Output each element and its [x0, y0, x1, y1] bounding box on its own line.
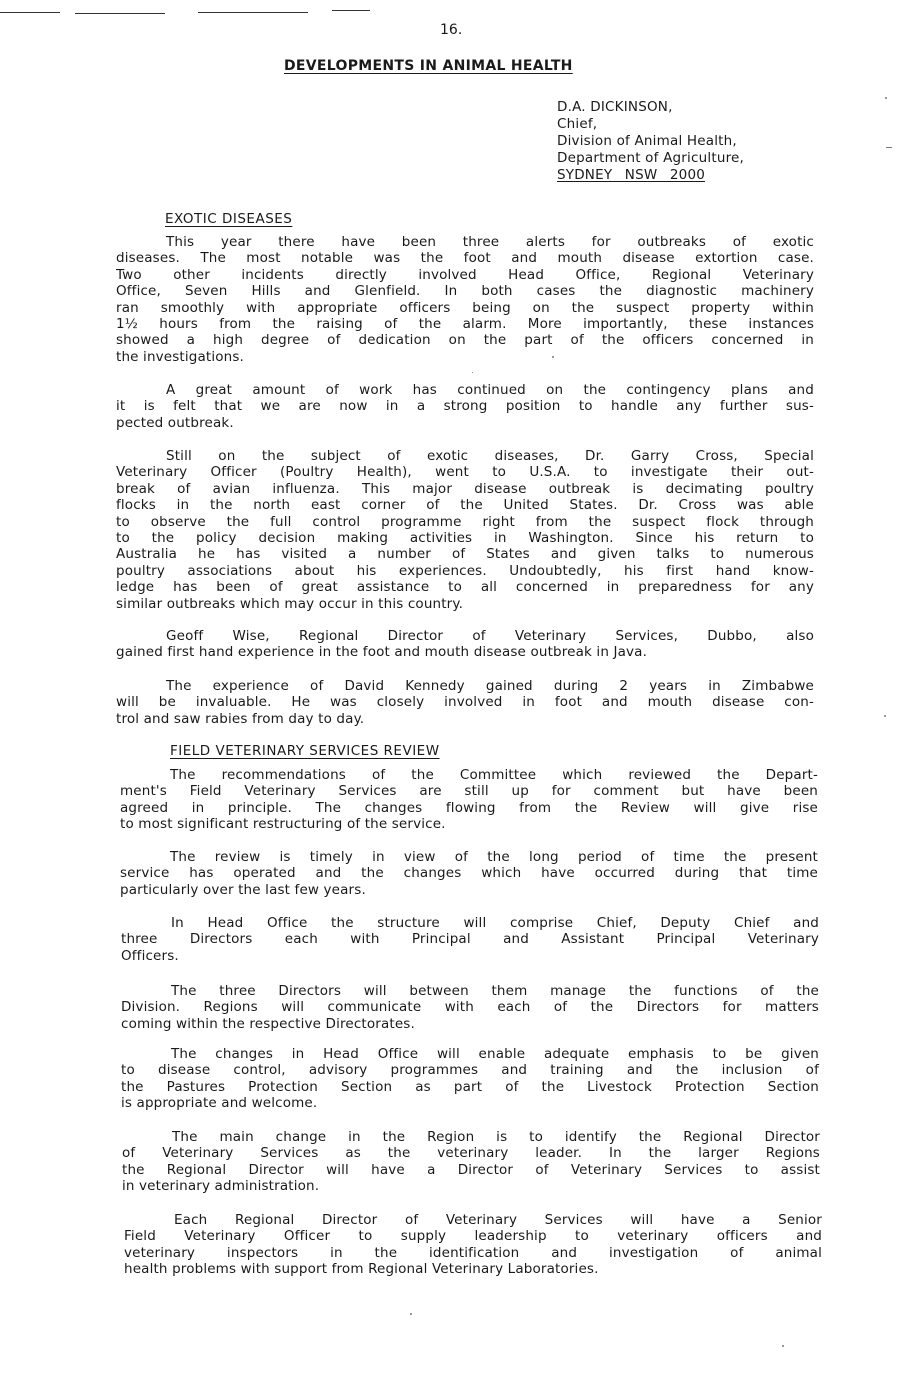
- paragraph-line: the Pastures Protection Section as part of the Livestock Protection Section: [121, 1078, 819, 1095]
- scan-speck: [886, 147, 892, 148]
- paragraph-line: 1½ hours from the raising of the alarm. More importantly, these instances: [116, 316, 814, 333]
- scan-speck: [552, 356, 554, 358]
- paragraph-line: In Head Office the structure will comprise Chief, Deputy Chief and: [171, 915, 819, 931]
- page-title: DEVELOPMENTS IN ANIMAL HEALTH: [284, 58, 573, 74]
- paragraph-line: service has operated and the changes which have occurred during that time: [120, 865, 818, 882]
- paragraph-line: particularly over the last few years.: [120, 881, 366, 898]
- paragraph: [116, 382, 814, 431]
- paragraph: [116, 234, 814, 365]
- paragraph-line: Geoff Wise, Regional Director of Veterinary Services, Dubbo, also: [166, 628, 814, 644]
- paragraph: [124, 1212, 822, 1278]
- paragraph-line: The changes in Head Office will enable adequate emphasis to be given: [171, 1046, 819, 1062]
- paragraph-line: Still on the subject of exotic diseases, Dr. Garry Cross, Special: [166, 448, 814, 464]
- paragraph-line: The experience of David Kennedy gained during 2 years in Zimbabwe: [166, 678, 814, 694]
- paragraph-line: ran smoothly with appropriate officers being on the suspect property within: [116, 299, 814, 316]
- paragraph-line: ment's Field Veterinary Services are still up for comment but have been: [120, 783, 818, 800]
- author-position: Chief,: [557, 116, 598, 132]
- page-number: 16.: [440, 22, 463, 38]
- paragraph-line: in veterinary administration.: [122, 1178, 320, 1195]
- paragraph-line: flocks in the north east corner of the United States. Dr. Cross was able: [116, 497, 814, 514]
- author-address-block: [557, 99, 744, 184]
- paragraph-line: health problems with support from Regional Veterinary Laboratories.: [124, 1261, 599, 1278]
- paragraph-line: three Directors each with Principal and Assistant Principal Veterinary: [121, 931, 819, 948]
- author-name: D.A. DICKINSON,: [557, 99, 673, 115]
- paragraph-line: pected outbreak.: [116, 414, 234, 431]
- paragraph: [120, 767, 818, 833]
- section-heading: EXOTIC DISEASES: [165, 211, 293, 227]
- paragraph: [121, 983, 819, 1032]
- paragraph-line: ledge has been of great assistance to all concerned in preparedness for any: [116, 579, 814, 596]
- paragraph-line: of Veterinary Services as the veterinary leader. In the larger Regions: [122, 1145, 820, 1162]
- paragraph-line: Field Veterinary Officer to supply leadership to veterinary officers and: [124, 1228, 822, 1245]
- section-heading: FIELD VETERINARY SERVICES REVIEW: [170, 743, 440, 759]
- paragraph-line: veterinary inspectors in the identification and investigation of animal: [124, 1244, 822, 1261]
- paragraph: [116, 678, 814, 727]
- paragraph: [121, 1046, 819, 1112]
- paragraph-line: to observe the full control programme right from the suspect flock through: [116, 513, 814, 530]
- paragraph: [120, 849, 818, 898]
- paragraph-line: similar outbreaks which may occur in this country.: [116, 595, 464, 612]
- paragraph-line: poultry associations about his experiences. Undoubtedly, his first hand know-: [116, 562, 814, 579]
- paragraph-line: the Regional Director will have a Director of Veterinary Services to assist: [122, 1161, 820, 1178]
- paragraph-line: showed a high degree of dedication on the part of the officers concerned in: [116, 332, 814, 349]
- scan-speck: [472, 372, 473, 373]
- author-city: SYDNEY NSW 2000: [557, 167, 706, 183]
- paragraph-line: This year there have been three alerts for outbreaks of exotic: [166, 234, 814, 250]
- paragraph-line: The review is timely in view of the long period of time the present: [170, 849, 818, 865]
- top-rule: [198, 12, 308, 13]
- paragraph-line: to most significant restructuring of the service.: [120, 816, 446, 833]
- paragraph-line: Australia he has visited a number of States and given talks to numerous: [116, 546, 814, 563]
- scan-speck: [782, 1345, 784, 1347]
- top-rule: [0, 12, 60, 13]
- paragraph: [121, 915, 819, 964]
- scan-speck: [410, 1313, 412, 1315]
- paragraph-line: trol and saw rabies from day to day.: [116, 710, 365, 727]
- paragraph-line: diseases. The most notable was the foot and mouth disease extortion case.: [116, 250, 814, 267]
- paragraph-line: to disease control, advisory programmes and training and the inclusion of: [121, 1062, 819, 1079]
- author-department: Department of Agriculture,: [557, 150, 745, 166]
- paragraph-line: A great amount of work has continued on the contingency plans and: [166, 382, 814, 398]
- paragraph-line: the investigations.: [116, 348, 245, 365]
- top-rule: [75, 13, 165, 14]
- paragraph-line: Office, Seven Hills and Glenfield. In both cases the diagnostic machinery: [116, 283, 814, 300]
- paragraph-line: Veterinary Officer (Poultry Health), went to U.S.A. to investigate their out-: [116, 464, 814, 481]
- paragraph-line: The recommendations of the Committee which reviewed the Depart-: [170, 767, 818, 783]
- paragraph-line: will be invaluable. He was closely involved in foot and mouth disease con-: [116, 694, 814, 711]
- paragraph-line: it is felt that we are now in a strong position to handle any further sus-: [116, 398, 814, 415]
- paragraph-line: The three Directors will between them manage the functions of the: [171, 983, 819, 999]
- paragraph: [116, 448, 814, 612]
- paragraph-line: The main change in the Region is to identify the Regional Director: [172, 1129, 820, 1145]
- paragraph-line: break of avian influenza. This major disease outbreak is decimating poultry: [116, 480, 814, 497]
- paragraph-line: gained first hand experience in the foot and mouth disease outbreak in Java.: [116, 644, 648, 661]
- top-rule: [332, 10, 370, 11]
- paragraph-line: Each Regional Director of Veterinary Services will have a Senior: [174, 1212, 822, 1228]
- paragraph-line: Two other incidents directly involved Head Office, Regional Veterinary: [116, 266, 814, 283]
- paragraph-line: Division. Regions will communicate with each of the Directors for matters: [121, 999, 819, 1016]
- paragraph-line: coming within the respective Directorates.: [121, 1015, 415, 1032]
- paragraph-line: Officers.: [121, 947, 179, 964]
- paragraph-line: to the policy decision making activities in Washington. Since his return to: [116, 530, 814, 547]
- paragraph-line: is appropriate and welcome.: [121, 1095, 318, 1112]
- scan-speck: [885, 97, 887, 99]
- scan-speck: [884, 715, 886, 717]
- paragraph: [122, 1129, 820, 1195]
- author-division: Division of Animal Health,: [557, 133, 737, 149]
- paragraph: [116, 628, 814, 661]
- paragraph-line: agreed in principle. The changes flowing from the Review will give rise: [120, 799, 818, 816]
